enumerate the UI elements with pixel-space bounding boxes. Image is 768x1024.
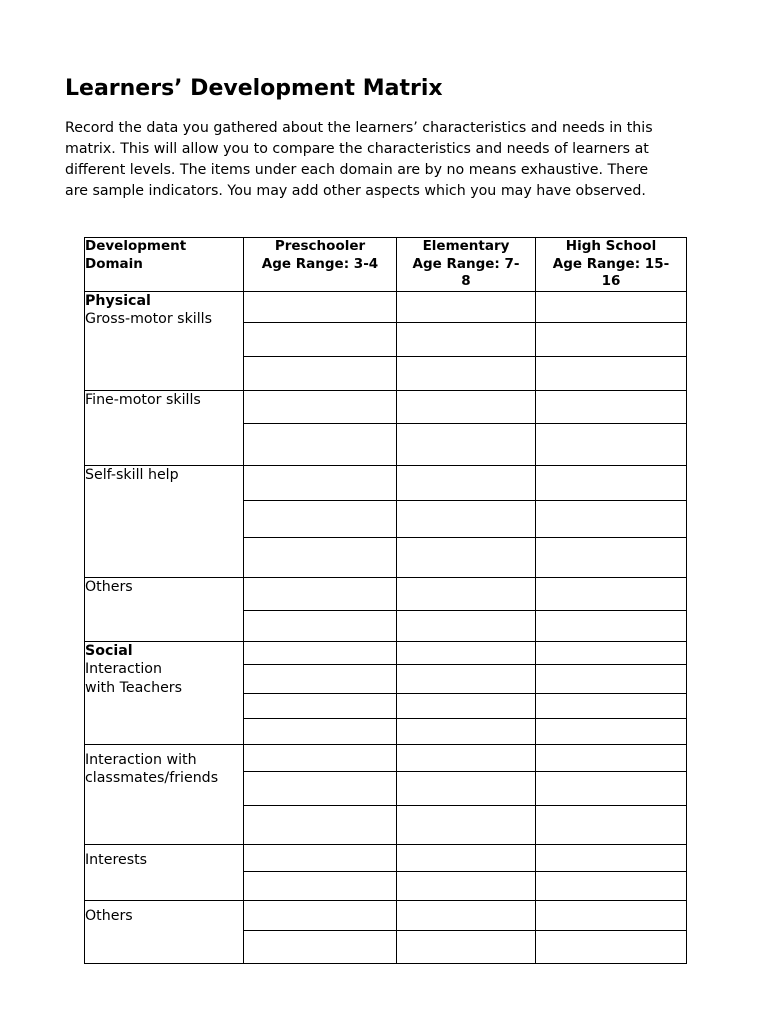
entry-cell[interactable] (536, 356, 687, 390)
header-preschooler (244, 238, 397, 292)
header-elementary-label: Elementary (422, 238, 510, 254)
entry-cell[interactable] (397, 291, 536, 322)
entry-cell[interactable] (244, 390, 397, 423)
entry-cell[interactable] (244, 500, 397, 537)
entry-cell[interactable] (397, 930, 536, 963)
header-domain-line2: Domain (85, 255, 143, 272)
domain-heading-social: Social (85, 642, 133, 659)
entry-cell[interactable] (536, 771, 687, 805)
header-development-domain (85, 238, 244, 292)
entry-cell[interactable] (536, 641, 687, 664)
entry-cell[interactable] (244, 744, 397, 771)
indicator-social-others: Others (85, 907, 133, 924)
domain-social-interests (85, 844, 244, 900)
entry-cell[interactable] (244, 577, 397, 610)
entry-cell[interactable] (536, 805, 687, 844)
development-matrix-table (84, 237, 687, 964)
entry-cell[interactable] (536, 693, 687, 718)
entry-cell[interactable] (397, 390, 536, 423)
entry-cell[interactable] (536, 577, 687, 610)
entry-cell[interactable] (397, 900, 536, 930)
entry-cell[interactable] (536, 390, 687, 423)
indicator-classmates-line1: Interaction with (85, 751, 197, 768)
entry-cell[interactable] (244, 805, 397, 844)
entry-cell[interactable] (244, 844, 397, 871)
entry-cell[interactable] (244, 641, 397, 664)
indicator-teachers-line2: with Teachers (85, 679, 183, 696)
entry-cell[interactable] (244, 900, 397, 930)
entry-cell[interactable] (244, 664, 397, 693)
entry-cell[interactable] (397, 871, 536, 900)
entry-cell[interactable] (397, 718, 536, 744)
entry-cell[interactable] (244, 610, 397, 641)
domain-social-classmates (85, 744, 244, 844)
entry-cell[interactable] (244, 423, 397, 465)
entry-cell[interactable] (244, 930, 397, 963)
entry-cell[interactable] (397, 537, 536, 577)
indicator-classmates-line2: classmates/friends (85, 770, 219, 786)
entry-cell[interactable] (397, 423, 536, 465)
domain-social-teachers (85, 641, 244, 744)
entry-cell[interactable] (536, 291, 687, 322)
indicator-gross-motor: Gross-motor skills (85, 311, 213, 327)
indicator-interests: Interests (85, 851, 148, 868)
entry-cell[interactable] (397, 356, 536, 390)
entry-cell[interactable] (397, 664, 536, 693)
domain-physical-others (85, 577, 244, 641)
page-title: Learners’ Development Matrix (65, 76, 443, 101)
domain-fine-motor (85, 390, 244, 465)
header-preschooler-age: Age Range: 3-4 (261, 255, 379, 272)
entry-cell[interactable] (536, 718, 687, 744)
entry-cell[interactable] (536, 744, 687, 771)
header-row (85, 238, 687, 292)
header-highschool (536, 238, 687, 292)
entry-cell[interactable] (397, 805, 536, 844)
entry-cell[interactable] (536, 664, 687, 693)
entry-cell[interactable] (536, 844, 687, 871)
entry-cell[interactable] (244, 465, 397, 500)
header-preschooler-label: Preschooler (274, 238, 366, 254)
header-highschool-age: Age Range: 15- (552, 255, 670, 272)
intro-paragraph: Record the data you gathered about the learners’ characteristics and needs in this matrix. This will allow you to compare the characteristics and needs of learners at different levels. The items under each domain are by no means exhaustive. There are sample indicators. You may add other aspects which you may have observed. (65, 120, 653, 199)
entry-cell[interactable] (244, 871, 397, 900)
header-domain-line1: Development (85, 238, 187, 254)
entry-cell[interactable] (397, 610, 536, 641)
entry-cell[interactable] (536, 900, 687, 930)
domain-heading-physical: Physical (85, 292, 151, 309)
entry-cell[interactable] (244, 693, 397, 718)
header-highschool-label: High School (565, 238, 657, 254)
domain-physical-gross-motor (85, 291, 244, 390)
entry-cell[interactable] (536, 465, 687, 500)
domain-social-others (85, 900, 244, 963)
entry-cell[interactable] (244, 291, 397, 322)
entry-cell[interactable] (244, 322, 397, 356)
entry-cell[interactable] (397, 744, 536, 771)
entry-cell[interactable] (397, 641, 536, 664)
entry-cell[interactable] (397, 500, 536, 537)
indicator-teachers-line1: Interaction (85, 661, 162, 677)
entry-cell[interactable] (397, 844, 536, 871)
domain-self-help (85, 465, 244, 577)
entry-cell[interactable] (397, 771, 536, 805)
header-elementary (397, 238, 536, 292)
entry-cell[interactable] (536, 930, 687, 963)
entry-cell[interactable] (397, 693, 536, 718)
entry-cell[interactable] (536, 610, 687, 641)
entry-cell[interactable] (536, 500, 687, 537)
entry-cell[interactable] (244, 771, 397, 805)
entry-cell[interactable] (397, 465, 536, 500)
entry-cell[interactable] (397, 322, 536, 356)
indicator-fine-motor: Fine-motor skills (85, 391, 201, 408)
entry-cell[interactable] (397, 577, 536, 610)
indicator-physical-others: Others (85, 578, 133, 595)
header-elementary-age-cont: 8 (461, 273, 471, 289)
entry-cell[interactable] (536, 871, 687, 900)
entry-cell[interactable] (536, 537, 687, 577)
entry-cell[interactable] (536, 322, 687, 356)
entry-cell[interactable] (244, 537, 397, 577)
header-highschool-age-cont: 16 (601, 273, 621, 289)
entry-cell[interactable] (536, 423, 687, 465)
entry-cell[interactable] (244, 356, 397, 390)
header-elementary-age: Age Range: 7- (412, 255, 520, 272)
indicator-self-help: Self-skill help (85, 466, 179, 483)
entry-cell[interactable] (244, 718, 397, 744)
